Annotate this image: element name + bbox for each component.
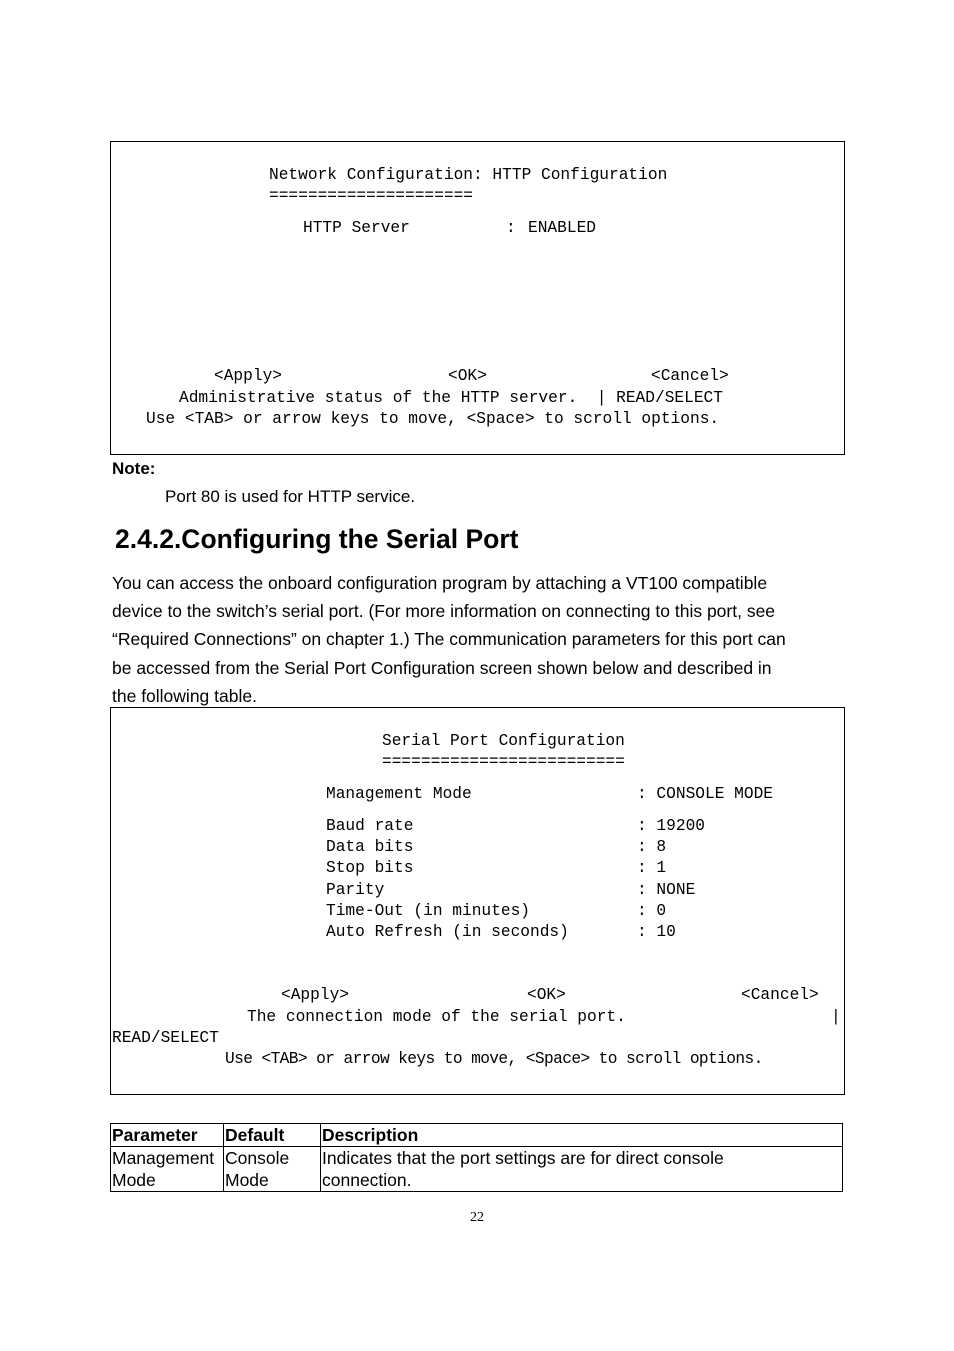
note-heading: Note: <box>112 459 156 478</box>
http-cancel-button[interactable]: <Cancel> <box>651 367 729 385</box>
parameter-table <box>110 1123 843 1192</box>
http-config-screen <box>110 141 845 455</box>
field-value-data-bits[interactable]: : 8 <box>637 838 667 856</box>
section-heading: 2.4.2.Configuring the Serial Port <box>115 524 519 554</box>
serial-help-access: READ/SELECT <box>112 1029 219 1047</box>
http-apply-button[interactable]: <Apply> <box>214 367 282 385</box>
http-screen-underline: ===================== <box>269 187 473 205</box>
field-label-baud-rate: Baud rate <box>326 817 414 835</box>
http-ok-button[interactable]: <OK> <box>448 367 487 385</box>
http-screen-title: Network Configuration: HTTP Configuration <box>269 166 668 184</box>
field-value-management-mode[interactable]: : CONSOLE MODE <box>637 785 773 803</box>
header-description: Description <box>321 1124 843 1147</box>
cell-line: Indicates that the port settings are for direct console <box>322 1148 724 1168</box>
cell-description <box>321 1147 843 1192</box>
paragraph-line: device to the switch’s serial port. (For more information on connecting to this port, see <box>112 601 776 622</box>
serial-screen-title: Serial Port Configuration <box>382 732 625 750</box>
cell-line: Console <box>225 1148 290 1168</box>
http-server-label: HTTP Server <box>303 219 410 237</box>
field-value-parity[interactable]: : NONE <box>637 881 696 899</box>
serial-apply-button[interactable]: <Apply> <box>281 986 349 1004</box>
field-label-management-mode: Management Mode <box>326 785 472 803</box>
paragraph-line: the following table. <box>112 685 257 706</box>
serial-config-screen <box>110 707 845 1095</box>
cell-line: connection. <box>322 1170 412 1190</box>
field-value-baud-rate[interactable]: : 19200 <box>637 817 705 835</box>
table-row <box>111 1147 843 1192</box>
field-value-auto-refresh[interactable]: : 10 <box>637 923 676 941</box>
field-label-stop-bits: Stop bits <box>326 859 414 877</box>
note-text: Port 80 is used for HTTP service. <box>165 487 416 506</box>
cell-default <box>224 1147 321 1192</box>
section-paragraph <box>112 569 786 710</box>
serial-screen-underline: ========================= <box>382 753 625 771</box>
header-parameter: Parameter <box>111 1124 224 1147</box>
field-label-auto-refresh: Auto Refresh (in seconds) <box>326 923 569 941</box>
paragraph-line: You can access the onboard configuration program by attaching a VT100 compatible <box>112 573 768 593</box>
serial-help-bar: | <box>831 1008 841 1026</box>
serial-help-text: The connection mode of the serial port. <box>247 1008 626 1026</box>
http-nav-hint: Use <TAB> or arrow keys to move, <Space> to scroll options. <box>146 410 720 428</box>
paragraph-line: be accessed from the Serial Port Configuration screen shown below and described in <box>112 657 772 678</box>
serial-ok-button[interactable]: <OK> <box>527 986 566 1004</box>
paragraph-line: “Required Connections” on chapter 1.) The communication parameters for this port can <box>112 629 786 650</box>
field-value-stop-bits[interactable]: : 1 <box>637 859 667 877</box>
field-value-time-out[interactable]: : 0 <box>637 902 667 920</box>
cell-line: Mode <box>225 1170 269 1190</box>
http-server-value[interactable]: ENABLED <box>528 219 596 237</box>
cell-line: Mode <box>112 1170 156 1190</box>
cell-parameter <box>111 1147 224 1192</box>
serial-nav-hint: Use <TAB> or arrow keys to move, <Space> to scroll options. <box>225 1050 763 1068</box>
serial-cancel-button[interactable]: <Cancel> <box>741 986 819 1004</box>
field-label-parity: Parity <box>326 881 385 899</box>
field-label-time-out: Time-Out (in minutes) <box>326 902 530 920</box>
http-server-separator: : <box>506 219 516 237</box>
page-number: 22 <box>470 1210 484 1225</box>
table-header-row <box>111 1124 843 1147</box>
cell-line: Management <box>112 1148 215 1168</box>
http-help-text: Administrative status of the HTTP server. | READ/SELECT <box>179 389 723 407</box>
field-label-data-bits: Data bits <box>326 838 414 856</box>
header-default: Default <box>224 1124 321 1147</box>
